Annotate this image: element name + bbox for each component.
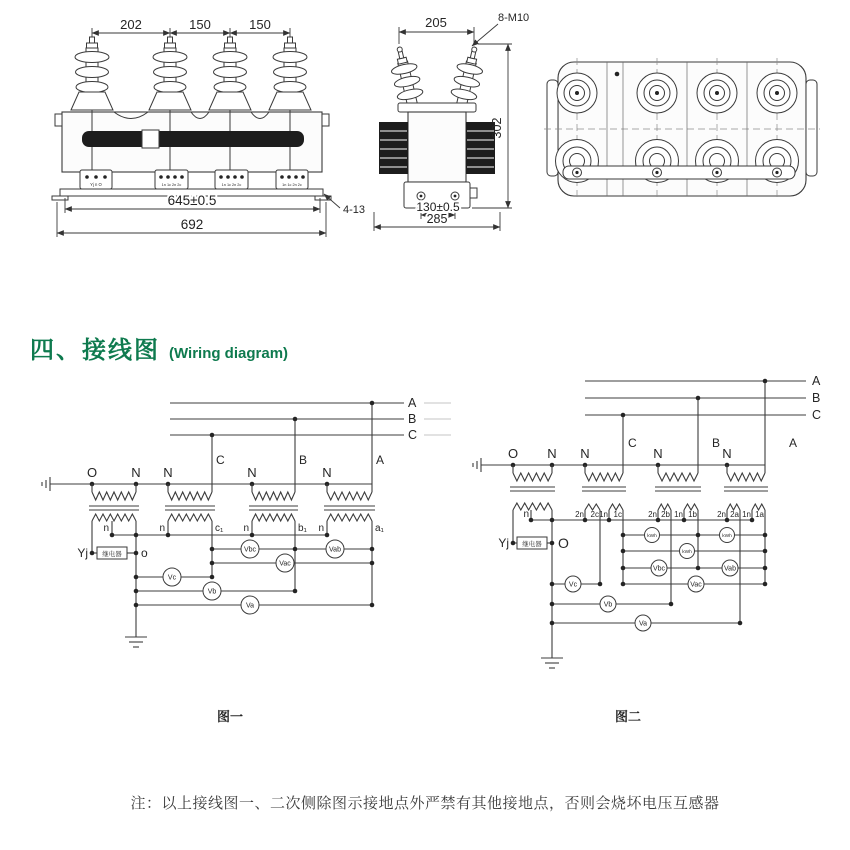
fig2-ground-symbol (541, 658, 563, 668)
voltmeter-vc-label: Vc (167, 574, 177, 582)
top-view-drawing (544, 58, 820, 200)
fig2-caption: 图二 (614, 709, 642, 724)
fig2-sec-1n-b: 1n (674, 510, 683, 519)
dim-302: 302 (490, 117, 504, 139)
fig2-o-label: O (558, 535, 569, 551)
fig1-primary-n4: N (322, 465, 332, 480)
fig2-sec-1c: 1c (613, 510, 622, 519)
fig2-primary-o: O (507, 446, 519, 461)
busbar (82, 131, 304, 147)
dimension-drawings (0, 0, 850, 320)
voltmeter-vbc-2-label: Vbc (652, 565, 666, 573)
side-view-drawing (374, 12, 529, 231)
fig1-primary-n3: N (247, 465, 257, 480)
voltmeter-vac-2-label: Vac (690, 581, 702, 589)
terminal-box-label: 1n 1c 2n 2c (282, 183, 302, 187)
fig2-primary-n3: N (653, 446, 663, 461)
section-title-cn: 四、接线图 (30, 337, 160, 364)
fig1-sec-n1: n (103, 523, 109, 534)
wiring-diagrams (0, 360, 850, 850)
fig1-left-earth (42, 477, 50, 491)
fig2-meters (565, 528, 738, 632)
warning-note: 注：以上接线图一、二次侧除图示接地点外严禁有其他接地点，否则会烧坏电压互感器 (130, 795, 720, 812)
fig2-sec-1n-c: 1n (599, 510, 608, 519)
fig2-primary-n1: N (547, 446, 557, 461)
fig2-bus-b: B (812, 391, 821, 405)
fig1-primary-n2: N (163, 465, 173, 480)
insulator-column (71, 37, 311, 110)
fig1-transformers (89, 484, 375, 521)
fig1-phase-b: B (299, 453, 308, 467)
fig2-sec-2a: 2a (730, 510, 739, 519)
voltmeter-vab-label: Vab (329, 546, 341, 554)
fig1-bus-a: A (408, 396, 417, 410)
fig2-sec-n: n (523, 509, 529, 520)
fig1-sec-n4: n (318, 523, 324, 534)
dim-205: 205 (425, 15, 447, 30)
dim-645: 645±0.5 (167, 193, 217, 208)
voltmeter-vb-label: Vb (207, 588, 217, 596)
fig1-sec-a1: a₁ (375, 523, 384, 534)
voltmeter-vac-label: Vac (279, 560, 291, 568)
fig2-sec-2c: 2c (590, 510, 599, 519)
fig2-primary-n4: N (722, 446, 732, 461)
fig1-primary-n1: N (131, 465, 141, 480)
fig1-sec-n2: n (159, 523, 165, 534)
fig2-phase-b: B (712, 436, 721, 450)
fig2-bus-a: A (812, 374, 821, 388)
kwh-meter-1-label: kWh (647, 534, 657, 539)
voltmeter-vc-2-label: Vc (568, 581, 578, 589)
clamp-bar (563, 166, 795, 179)
fig1-primary-o: O (86, 465, 98, 480)
section-title-en: (Wiring diagram) (169, 345, 289, 362)
fig2-sec-2n-c: 2n (575, 510, 584, 519)
fig2-bus-c: C (812, 408, 822, 422)
dim-150-b: 150 (249, 17, 271, 32)
callout-4-13: 4-13 (343, 204, 366, 216)
fig1-ground-symbol (125, 637, 147, 647)
fig1-caption: 图一 (216, 709, 244, 724)
voltmeter-va-label: Va (245, 602, 255, 610)
fig2-primary-n2: N (580, 446, 590, 461)
wiring-figure-1 (42, 396, 451, 724)
callout-8-m10: 8-M10 (498, 12, 530, 24)
fig2-sec-1b: 1b (688, 510, 697, 519)
front-view-drawing (52, 17, 365, 237)
fig2-relay-label: 继电器 (522, 541, 542, 548)
voltmeter-vbc-label: Vbc (243, 546, 257, 554)
fig2-transformers (510, 465, 768, 510)
fig1-relay-branch (77, 546, 148, 560)
dim-285: 285 (426, 212, 448, 226)
kwh-meter-2-label: kWh (722, 534, 732, 539)
fig1-sec-b1: b₁ (298, 523, 307, 534)
terminal-boxes (80, 170, 308, 189)
fig2-yj-label: Yj (498, 536, 509, 550)
fig1-bus-b: B (408, 412, 417, 426)
fig1-yj-label: Yj (77, 546, 88, 560)
fig2-sec-1a: 1a (755, 510, 764, 519)
fig2-sec-2n-b: 2n (648, 510, 657, 519)
voltmeter-vb-2-label: Vb (603, 601, 613, 609)
fig2-relay-branch (498, 535, 569, 551)
fig1-phase-c: C (216, 453, 225, 467)
fig1-sec-c1: c₁ (215, 523, 224, 534)
wiring-figure-2 (473, 374, 821, 724)
fig2-left-earth (473, 458, 481, 472)
voltmeter-vab-2-label: Vab (724, 565, 736, 573)
terminal-box-label: 1n 1c 2n 2c (161, 183, 182, 187)
fig1-o-label: o (141, 546, 148, 560)
voltmeter-va-2-label: Va (638, 620, 648, 628)
fig2-phase-a: A (789, 436, 798, 450)
fig2-sec-2n-a: 2n (717, 510, 726, 519)
dim-202: 202 (120, 17, 142, 32)
terminal-box-label: Yj n O (90, 182, 102, 187)
terminal-box-label: 1n 1c 2n 2c (221, 183, 242, 187)
fig1-sec-n3: n (243, 523, 249, 534)
fig2-sec-2b: 2b (661, 510, 670, 519)
fig1-bus-c: C (408, 428, 418, 442)
dim-150-a: 150 (189, 17, 211, 32)
fig1-phase-a: A (376, 453, 385, 467)
dim-692: 692 (180, 217, 204, 232)
fig2-phase-c: C (628, 436, 637, 450)
fig2-sec-1n-a: 1n (742, 510, 751, 519)
dim-130: 130±0.5 (416, 200, 460, 214)
fig1-relay-label: 继电器 (102, 551, 122, 558)
kwh-meter-3-label: kWh (682, 550, 692, 555)
